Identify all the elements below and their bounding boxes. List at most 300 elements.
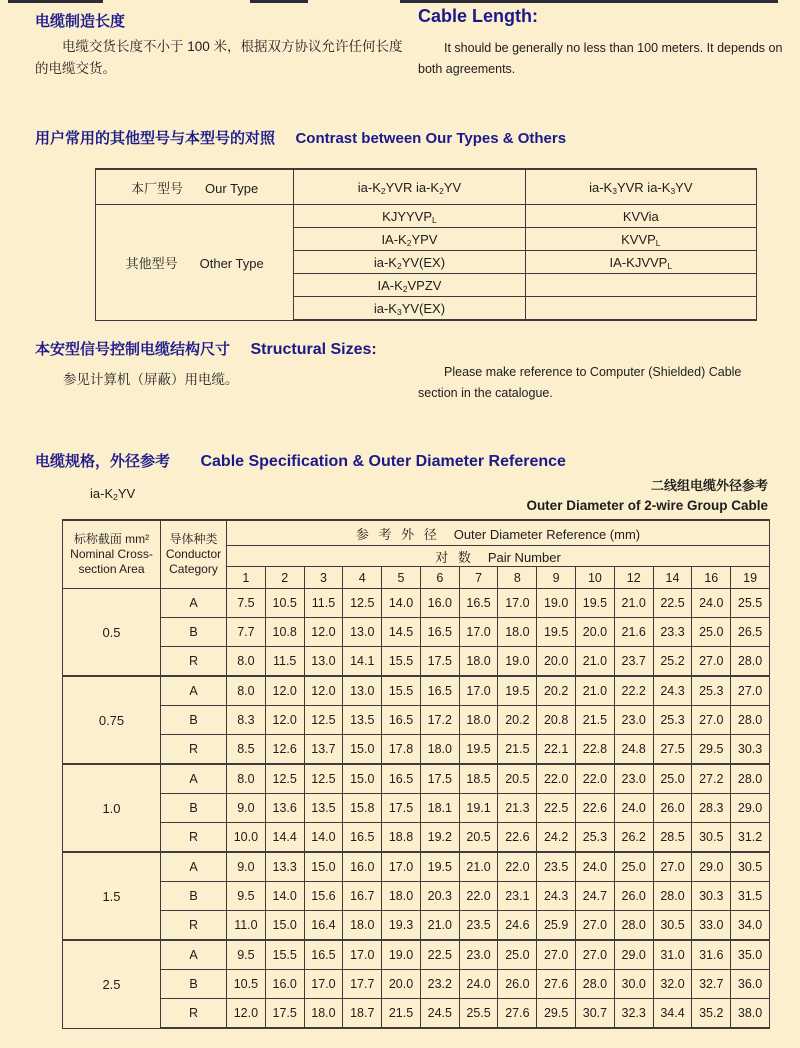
od-value-cell: 18.7 (343, 999, 382, 1029)
od-value-cell: 16.7 (343, 882, 382, 911)
od-value-cell: 22.0 (498, 852, 537, 882)
header-line: Category (169, 562, 218, 576)
od-value-cell: 23.5 (537, 852, 576, 882)
pair-count-cell: 8 (498, 567, 537, 589)
other-type-cell: $ia-K_3YV(EX)$ (294, 297, 525, 321)
od-value-cell: 28.0 (731, 647, 770, 677)
od-value-cell: 19.5 (537, 618, 576, 647)
our-type-en: Our Type (205, 180, 259, 196)
od-value-cell: 7.7 (227, 618, 266, 647)
od-value-cell: 28.0 (731, 706, 770, 735)
nominal-area-header-cell (63, 520, 161, 589)
pair-count-cell: 5 (382, 567, 421, 589)
od-value-cell: 19.5 (420, 852, 459, 882)
od-value-cell: 29.0 (614, 940, 653, 970)
conductor-category-cell: R (161, 911, 227, 941)
pair-count-cell: 12 (614, 567, 653, 589)
od-value-cell: 12.0 (304, 676, 343, 706)
od-value-cell: 17.0 (304, 970, 343, 999)
table-row (63, 589, 770, 618)
conductor-category-cell: A (161, 852, 227, 882)
od-value-cell: 30.5 (692, 823, 731, 853)
od-value-cell: 15.8 (343, 794, 382, 823)
od-value-cell: 27.0 (537, 940, 576, 970)
pair-count-cell: 16 (692, 567, 731, 589)
od-value-cell: 21.0 (459, 852, 498, 882)
structural-body-en: Please make reference to Computer (Shielded) Cable section in the catalogue. (418, 365, 742, 400)
od-value-cell: 22.6 (576, 794, 615, 823)
od-value-cell: 10.5 (265, 589, 304, 618)
od-value-cell: 21.3 (498, 794, 537, 823)
od-value-cell: 27.0 (576, 940, 615, 970)
od-value-cell: 17.5 (382, 794, 421, 823)
od-value-cell: 17.0 (498, 589, 537, 618)
od-value-cell: 20.5 (498, 764, 537, 794)
od-value-cell: 17.0 (459, 618, 498, 647)
header-line: 导体种类 (169, 532, 218, 546)
od-value-cell: 24.7 (576, 882, 615, 911)
od-value-cell: 19.0 (498, 647, 537, 677)
od-value-cell: 13.6 (265, 794, 304, 823)
nominal-size-cell: 0.5 (63, 589, 161, 677)
our-type-k2-cell: $ia-K_2YVR$ $ia-K_2YV$ (294, 169, 525, 205)
od-value-cell: 17.2 (420, 706, 459, 735)
od-value-cell: 23.5 (459, 911, 498, 941)
od-value-cell: 34.4 (653, 999, 692, 1029)
outer-diameter-header-cell (227, 520, 770, 546)
od-value-cell: 18.1 (420, 794, 459, 823)
od-value-cell: 27.0 (653, 852, 692, 882)
od-value-cell: 21.0 (576, 676, 615, 706)
conductor-category-cell: B (161, 618, 227, 647)
od-value-cell: 18.0 (343, 911, 382, 941)
contrast-heading-en: Contrast between Our Types & Others (295, 130, 567, 147)
od-value-cell: 24.8 (614, 735, 653, 765)
od-value-cell: 18.0 (304, 999, 343, 1029)
od-value-cell: 17.5 (265, 999, 304, 1029)
od-value-cell: 7.5 (227, 589, 266, 618)
od-value-cell: 30.3 (731, 735, 770, 765)
od-value-cell: 34.0 (731, 911, 770, 941)
other-type-en: Other Type (199, 255, 264, 271)
od-value-cell: 15.0 (343, 735, 382, 765)
od-value-cell: 26.0 (498, 970, 537, 999)
od-value-cell: 20.0 (576, 618, 615, 647)
pair-number-en: Pair Number (487, 549, 561, 565)
header-line: 标称截面 mm² (73, 532, 150, 546)
od-value-cell: 12.0 (227, 999, 266, 1029)
od-value-cell: 32.0 (653, 970, 692, 999)
od-value-cell: 22.0 (576, 764, 615, 794)
od-value-cell: 26.5 (731, 618, 770, 647)
od-value-cell: 9.5 (227, 882, 266, 911)
od-value-cell: 24.0 (459, 970, 498, 999)
od-value-cell: 14.0 (304, 823, 343, 853)
od-value-cell: 27.0 (692, 706, 731, 735)
od-value-cell: 15.6 (304, 882, 343, 911)
table-row (63, 970, 770, 999)
od-value-cell: 22.8 (576, 735, 615, 765)
od-value-cell: 24.0 (576, 852, 615, 882)
top-crop-bar-right (400, 0, 778, 3)
od-value-cell: 19.0 (382, 940, 421, 970)
od-value-cell: 33.0 (692, 911, 731, 941)
od-value-cell: 15.0 (343, 764, 382, 794)
spec-caption (428, 476, 768, 516)
other-type-cell: $IA-KJVVP_L$ (525, 251, 756, 274)
table-row (63, 764, 770, 794)
pair-count-cell: 6 (420, 567, 459, 589)
od-value-cell: 23.0 (614, 706, 653, 735)
od-value-cell: 13.5 (304, 794, 343, 823)
od-value-cell: 16.5 (343, 823, 382, 853)
od-value-cell: 28.0 (653, 882, 692, 911)
od-value-cell: 24.5 (420, 999, 459, 1029)
od-value-cell: 25.0 (692, 618, 731, 647)
od-value-cell: 8.5 (227, 735, 266, 765)
our-type-k3-cell: $ia-K_3YVR$ $ia-K_3YV$ (525, 169, 756, 205)
od-value-cell: 31.0 (653, 940, 692, 970)
od-value-cell: 24.3 (537, 882, 576, 911)
od-value-cell: 13.5 (343, 706, 382, 735)
od-value-cell: 17.0 (459, 676, 498, 706)
od-value-cell: 11.0 (227, 911, 266, 941)
table-row (63, 823, 770, 853)
table-row (63, 911, 770, 941)
conductor-category-cell: B (161, 706, 227, 735)
od-value-cell: 32.7 (692, 970, 731, 999)
od-value-cell: 8.0 (227, 676, 266, 706)
od-value-cell: 13.0 (304, 647, 343, 677)
pair-count-cell: 19 (731, 567, 770, 589)
od-value-cell: 29.5 (692, 735, 731, 765)
od-value-cell: 23.0 (459, 940, 498, 970)
spec-table (62, 519, 770, 1029)
od-value-cell: 25.2 (653, 647, 692, 677)
other-type-cell: $ia-K_2YV(EX)$ (294, 251, 525, 274)
od-value-cell: 15.5 (382, 647, 421, 677)
od-value-cell: 21.5 (382, 999, 421, 1029)
od-value-cell: 28.0 (614, 911, 653, 941)
od-value-cell: 22.0 (459, 882, 498, 911)
od-value-cell: 19.3 (382, 911, 421, 941)
od-value-cell: 21.0 (614, 589, 653, 618)
od-value-cell: 36.0 (731, 970, 770, 999)
nominal-size-cell: 1.5 (63, 852, 161, 940)
od-value-cell: 28.5 (653, 823, 692, 853)
other-type-cell: $KJYYVP_L$ (294, 205, 525, 228)
od-value-cell: 13.0 (343, 618, 382, 647)
pair-count-cell: 14 (653, 567, 692, 589)
od-value-cell: 16.5 (382, 764, 421, 794)
conductor-category-cell: B (161, 794, 227, 823)
table-row (63, 706, 770, 735)
cable-type-label: $ia-K_2YV$ (90, 486, 136, 502)
table-row (63, 940, 770, 970)
od-value-cell: 9.0 (227, 852, 266, 882)
conductor-category-cell: B (161, 970, 227, 999)
conductor-category-cell: R (161, 647, 227, 677)
nominal-size-cell: 2.5 (63, 940, 161, 1028)
structural-heading (35, 338, 377, 359)
od-value-cell: 23.0 (614, 764, 653, 794)
od-value-cell: 15.5 (382, 676, 421, 706)
od-value-cell: 25.3 (692, 676, 731, 706)
od-value-cell: 17.0 (343, 940, 382, 970)
od-value-cell: 22.5 (420, 940, 459, 970)
table-row (63, 676, 770, 706)
top-crop-bar-left (8, 0, 103, 3)
spec-caption-en: Outer Diameter of 2-wire Group Cable (526, 498, 768, 513)
od-value-cell: 16.5 (382, 706, 421, 735)
table-row (63, 647, 770, 677)
od-value-cell: 21.5 (576, 706, 615, 735)
od-value-cell: 29.0 (731, 794, 770, 823)
conductor-category-cell: B (161, 882, 227, 911)
other-type-header-cell (96, 205, 294, 321)
od-value-cell: 28.0 (731, 764, 770, 794)
od-value-cell: 14.0 (382, 589, 421, 618)
od-value-cell: 19.5 (498, 676, 537, 706)
od-value-cell: 27.6 (537, 970, 576, 999)
od-value-cell: 18.0 (382, 882, 421, 911)
od-value-cell: 17.7 (343, 970, 382, 999)
od-value-cell: 30.7 (576, 999, 615, 1029)
od-value-cell: 20.3 (420, 882, 459, 911)
other-type-cell: $KVVP_L$ (525, 228, 756, 251)
od-value-cell: 8.3 (227, 706, 266, 735)
od-value-cell: 24.3 (653, 676, 692, 706)
od-value-cell: 17.0 (382, 852, 421, 882)
od-value-cell: 28.0 (576, 970, 615, 999)
pair-count-cell: 9 (537, 567, 576, 589)
table-row (63, 882, 770, 911)
od-value-cell: 26.2 (614, 823, 653, 853)
header-line: section Area (78, 562, 145, 576)
od-value-cell: 18.8 (382, 823, 421, 853)
od-value-cell: 16.5 (420, 676, 459, 706)
od-value-cell: 27.0 (576, 911, 615, 941)
spec-caption-zh: 二线组电缆外径参考 (650, 478, 768, 493)
outer-diameter-zh: 参 考 外 径 (355, 526, 440, 542)
od-value-cell: 18.0 (459, 706, 498, 735)
od-value-cell: 18.0 (498, 618, 537, 647)
od-value-cell: 20.2 (498, 706, 537, 735)
od-value-cell: 30.3 (692, 882, 731, 911)
od-value-cell: 16.0 (343, 852, 382, 882)
table-row (96, 205, 757, 228)
od-value-cell: 12.5 (265, 764, 304, 794)
od-value-cell: 35.0 (731, 940, 770, 970)
od-value-cell: 22.0 (537, 764, 576, 794)
contrast-table (95, 168, 757, 321)
our-type-zh: 本厂型号 (131, 180, 184, 196)
od-value-cell: 25.0 (498, 940, 537, 970)
nominal-size-cell: 1.0 (63, 764, 161, 852)
other-type-cell: $IA-K_2YPV$ (294, 228, 525, 251)
od-value-cell: 12.5 (304, 764, 343, 794)
od-value-cell: 32.3 (614, 999, 653, 1029)
conductor-category-cell: A (161, 940, 227, 970)
structural-heading-en: Structural Sizes: (250, 341, 377, 358)
table-row (63, 999, 770, 1029)
od-value-cell: 21.0 (420, 911, 459, 941)
od-value-cell: 24.6 (498, 911, 537, 941)
od-value-cell: 19.1 (459, 794, 498, 823)
od-value-cell: 35.2 (692, 999, 731, 1029)
od-value-cell: 12.5 (304, 706, 343, 735)
od-value-cell: 11.5 (304, 589, 343, 618)
spec-heading (35, 450, 566, 471)
other-type-cell: KVVia (525, 205, 756, 228)
spec-heading-en: Cable Specification & Outer Diameter Reference (200, 453, 566, 470)
od-value-cell: 22.1 (537, 735, 576, 765)
od-value-cell: 24.2 (537, 823, 576, 853)
conductor-category-cell: R (161, 999, 227, 1029)
od-value-cell: 13.7 (304, 735, 343, 765)
od-value-cell: 19.5 (576, 589, 615, 618)
od-value-cell: 16.4 (304, 911, 343, 941)
od-value-cell: 16.5 (420, 618, 459, 647)
od-value-cell: 23.7 (614, 647, 653, 677)
od-value-cell: 16.0 (420, 589, 459, 618)
top-crop-bar-mid (250, 0, 308, 3)
od-value-cell: 20.0 (537, 647, 576, 677)
other-type-zh: 其他型号 (125, 255, 178, 271)
od-value-cell: 27.5 (653, 735, 692, 765)
od-value-cell: 8.0 (227, 764, 266, 794)
od-value-cell: 27.6 (498, 999, 537, 1029)
length-heading-zh: 电缆制造长度 (35, 13, 126, 30)
od-value-cell: 31.2 (731, 823, 770, 853)
od-value-cell: 31.6 (692, 940, 731, 970)
nominal-size-cell: 0.75 (63, 676, 161, 764)
od-value-cell: 19.0 (537, 589, 576, 618)
spec-table-head (63, 520, 770, 589)
od-value-cell: 9.5 (227, 940, 266, 970)
od-value-cell: 19.2 (420, 823, 459, 853)
od-value-cell: 21.5 (498, 735, 537, 765)
header-line: Conductor (165, 547, 222, 561)
od-value-cell: 15.0 (265, 911, 304, 941)
contrast-heading-zh: 用户常用的其他型号与本型号的对照 (35, 130, 276, 147)
conductor-header-cell (161, 520, 227, 589)
other-type-cell: $IA-K_2VPZV$ (294, 274, 525, 297)
od-value-cell: 9.0 (227, 794, 266, 823)
conductor-category-cell: A (161, 764, 227, 794)
od-value-cell: 23.3 (653, 618, 692, 647)
od-value-cell: 20.5 (459, 823, 498, 853)
table-row (63, 618, 770, 647)
od-value-cell: 22.2 (614, 676, 653, 706)
od-value-cell: 18.0 (459, 647, 498, 677)
header-line: Nominal Cross- (70, 547, 153, 561)
other-type-cell (525, 297, 756, 321)
table-row (96, 169, 757, 205)
od-value-cell: 26.0 (614, 882, 653, 911)
pair-count-cell: 2 (265, 567, 304, 589)
od-value-cell: 15.0 (304, 852, 343, 882)
od-value-cell: 31.5 (731, 882, 770, 911)
conductor-category-cell: R (161, 823, 227, 853)
od-value-cell: 25.9 (537, 911, 576, 941)
pair-count-cell: 1 (227, 567, 266, 589)
od-value-cell: 14.1 (343, 647, 382, 677)
od-value-cell: 25.5 (731, 589, 770, 618)
od-value-cell: 11.5 (265, 647, 304, 677)
od-value-cell: 14.4 (265, 823, 304, 853)
od-value-cell: 13.3 (265, 852, 304, 882)
od-value-cell: 30.5 (653, 911, 692, 941)
od-value-cell: 30.5 (731, 852, 770, 882)
contrast-heading (35, 127, 566, 148)
spec-table-body (63, 589, 770, 1029)
od-value-cell: 38.0 (731, 999, 770, 1029)
pair-count-cell: 10 (576, 567, 615, 589)
od-value-cell: 16.5 (459, 589, 498, 618)
conductor-category-cell: A (161, 589, 227, 618)
od-value-cell: 25.5 (459, 999, 498, 1029)
od-value-cell: 16.0 (265, 970, 304, 999)
od-value-cell: 28.3 (692, 794, 731, 823)
od-value-cell: 15.5 (265, 940, 304, 970)
od-value-cell: 12.6 (265, 735, 304, 765)
od-value-cell: 22.5 (653, 589, 692, 618)
pair-count-cell: 3 (304, 567, 343, 589)
od-value-cell: 25.0 (653, 764, 692, 794)
od-value-cell: 10.0 (227, 823, 266, 853)
od-value-cell: 30.0 (614, 970, 653, 999)
conductor-category-cell: A (161, 676, 227, 706)
pair-count-cell: 4 (343, 567, 382, 589)
od-value-cell: 22.6 (498, 823, 537, 853)
od-value-cell: 10.8 (265, 618, 304, 647)
od-value-cell: 26.0 (653, 794, 692, 823)
od-value-cell: 24.0 (692, 589, 731, 618)
other-type-cell (525, 274, 756, 297)
od-value-cell: 17.5 (420, 764, 459, 794)
od-value-cell: 14.5 (382, 618, 421, 647)
od-value-cell: 18.5 (459, 764, 498, 794)
od-value-cell: 29.5 (537, 999, 576, 1029)
od-value-cell: 19.5 (459, 735, 498, 765)
length-body-en: It should be generally no less than 100 meters. It depends on both agreements. (418, 41, 783, 76)
pair-count-cell: 7 (459, 567, 498, 589)
od-value-cell: 12.0 (265, 676, 304, 706)
od-value-cell: 14.0 (265, 882, 304, 911)
od-value-cell: 12.5 (343, 589, 382, 618)
spec-heading-zh: 电缆规格，外径参考 (35, 453, 171, 470)
table-row (63, 520, 770, 546)
od-value-cell: 10.5 (227, 970, 266, 999)
od-value-cell: 12.0 (304, 618, 343, 647)
structural-heading-zh: 本安型信号控制电缆结构尺寸 (35, 341, 231, 358)
od-value-cell: 20.0 (382, 970, 421, 999)
od-value-cell: 25.3 (653, 706, 692, 735)
length-body-zh: 电缆交货长度不小于 100 米，根据双方协议允许任何长度的电缆交货。 (35, 39, 403, 76)
structural-body-zh: 参见计算机（屏蔽）用电缆。 (63, 372, 239, 387)
od-value-cell: 29.0 (692, 852, 731, 882)
conductor-category-cell: R (161, 735, 227, 765)
pair-number-header-cell (227, 546, 770, 567)
od-value-cell: 25.0 (614, 852, 653, 882)
od-value-cell: 18.0 (420, 735, 459, 765)
table-row (63, 852, 770, 882)
table-row (63, 735, 770, 765)
od-value-cell: 13.0 (343, 676, 382, 706)
pair-number-zh: 对 数 (435, 549, 474, 565)
od-value-cell: 23.1 (498, 882, 537, 911)
